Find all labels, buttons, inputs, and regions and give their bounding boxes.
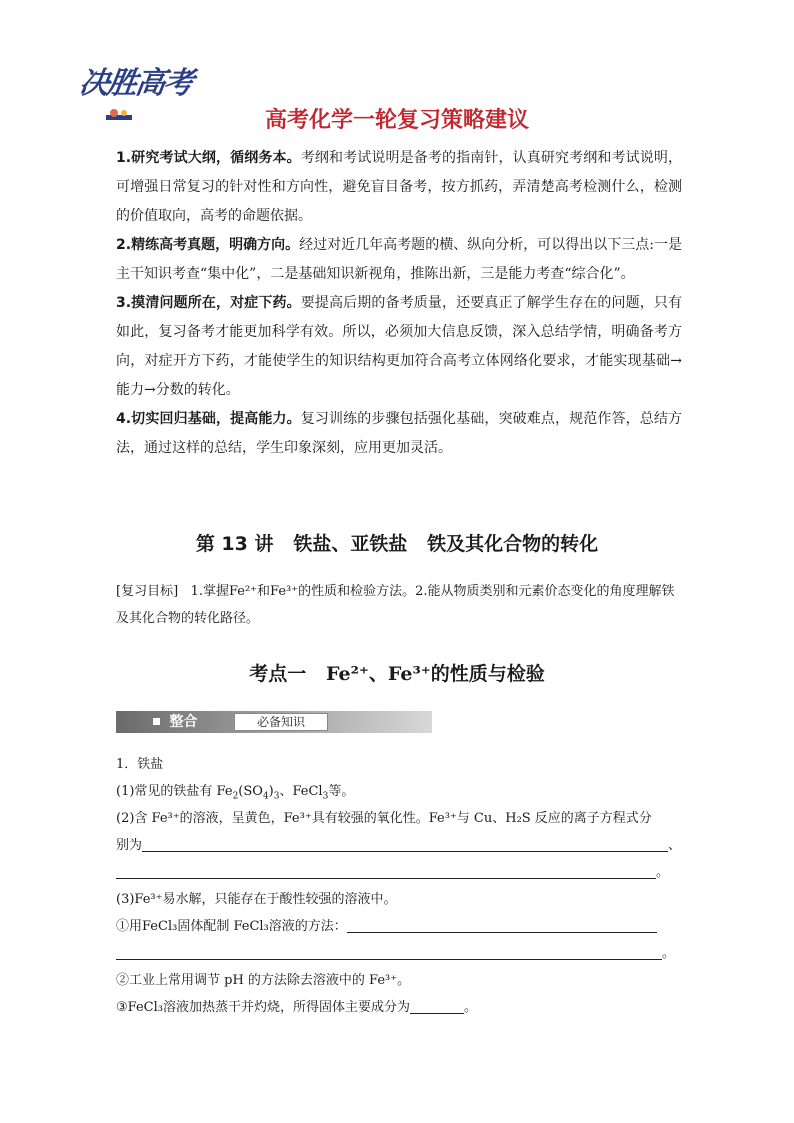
content-line: 。 <box>116 859 682 886</box>
strategy-lead: 3.摸清问题所在，对症下药。 <box>116 295 301 311</box>
review-objective <box>116 578 686 632</box>
content-body <box>116 751 682 1021</box>
strategy-lead: 2.精练高考真题，明确方向。 <box>116 237 300 253</box>
content-line: ②工业上常用调节 pH 的方法除去溶液中的 Fe³⁺。 <box>116 973 411 988</box>
strategy-item <box>116 144 682 231</box>
section-heading: 考点一 Fe²⁺、Fe³⁺的性质与检验 <box>249 663 545 685</box>
strategy-text: 经过对近几年高考题的横、纵向分析，可以得出以下三点:一是主干知识考查“集中化”，二是基础知识新视角，推陈出新，三是能力考查“综合化”。 <box>116 237 683 282</box>
content-line: (2)含 Fe³⁺的溶液，呈黄色，Fe³⁺具有较强的氧化性。Fe³⁺与 Cu、H₂S 反应的离子方程式分 <box>116 811 652 826</box>
objective-label: [复习目标] <box>116 584 179 599</box>
answer-blank[interactable] <box>142 836 668 852</box>
section-bar <box>116 711 432 733</box>
content-line: (3)Fe³⁺易水解，只能存在于酸性较强的溶液中。 <box>116 892 397 907</box>
strategy-text: 考纲和考试说明是备考的指南针，认真研究考纲和考试说明，可增强日常复习的针对性和方向性，避免盲目备考，按方抓药，弄清楚高考检测什么，检测的价值取向，高考的命题依据。 <box>116 150 683 224</box>
strategy-lead: 4.切实回归基础，提高能力。 <box>116 411 301 427</box>
strategy-list <box>116 144 682 463</box>
objective-text: 1.掌握Fe²⁺和Fe³⁺的性质和检验方法。2.能从物质类别和元素价态变化的角度理解铁及其化合物的转化路径。 <box>116 584 675 626</box>
strategy-item <box>116 405 682 463</box>
page-title: 高考化学一轮复习策略建议 <box>264 108 529 133</box>
lecture-title: 第 13 讲 铁盐、亚铁盐 铁及其化合物的转化 <box>195 533 599 555</box>
content-line: ③FeCl₃溶液加热蒸干并灼烧，所得固体主要成分为 。 <box>116 1000 477 1015</box>
section-tag-text: 整合 <box>169 714 198 730</box>
strategy-item <box>116 231 682 289</box>
content-line: (1)常见的铁盐有 $Fe_2(SO_4)_3$、FeCl$_3$等。 <box>116 784 355 802</box>
answer-blank[interactable] <box>116 944 662 960</box>
square-icon <box>153 718 160 725</box>
section-label: 必备知识 <box>234 713 328 731</box>
strategy-text: 复习训练的步骤包括强化基础，突破难点，规范作答，总结方法，通过这样的总结，学生印象深刻，应用更加灵活。 <box>116 411 683 456</box>
content-line: 。 <box>116 940 682 967</box>
answer-blank[interactable] <box>410 998 464 1014</box>
answer-blank[interactable] <box>347 917 657 933</box>
answer-blank[interactable] <box>116 863 656 879</box>
strategy-item <box>116 289 682 405</box>
content-line: 别为 、 <box>116 838 682 853</box>
strategy-text: 要提高后期的备考质量，还要真正了解学生存在的问题，只有如此，复习备考才能更加科学有效。所以，必须加大信息反馈，深入总结学情，明确备考方向，对症开方下药，才能使学生的知识结构更加符合高考立体网络化要求，才能实现基础→能力→分数的转化。 <box>116 295 683 398</box>
content-line: ①用FeCl₃固体配制 FeCl₃溶液的方法： <box>116 913 682 940</box>
section-tag <box>116 711 234 733</box>
logo-text: 决胜高考 <box>77 66 194 101</box>
strategy-lead: 1.研究考试大纲，循纲务本。 <box>116 150 301 166</box>
content-heading: 1．铁盐 <box>116 757 164 772</box>
